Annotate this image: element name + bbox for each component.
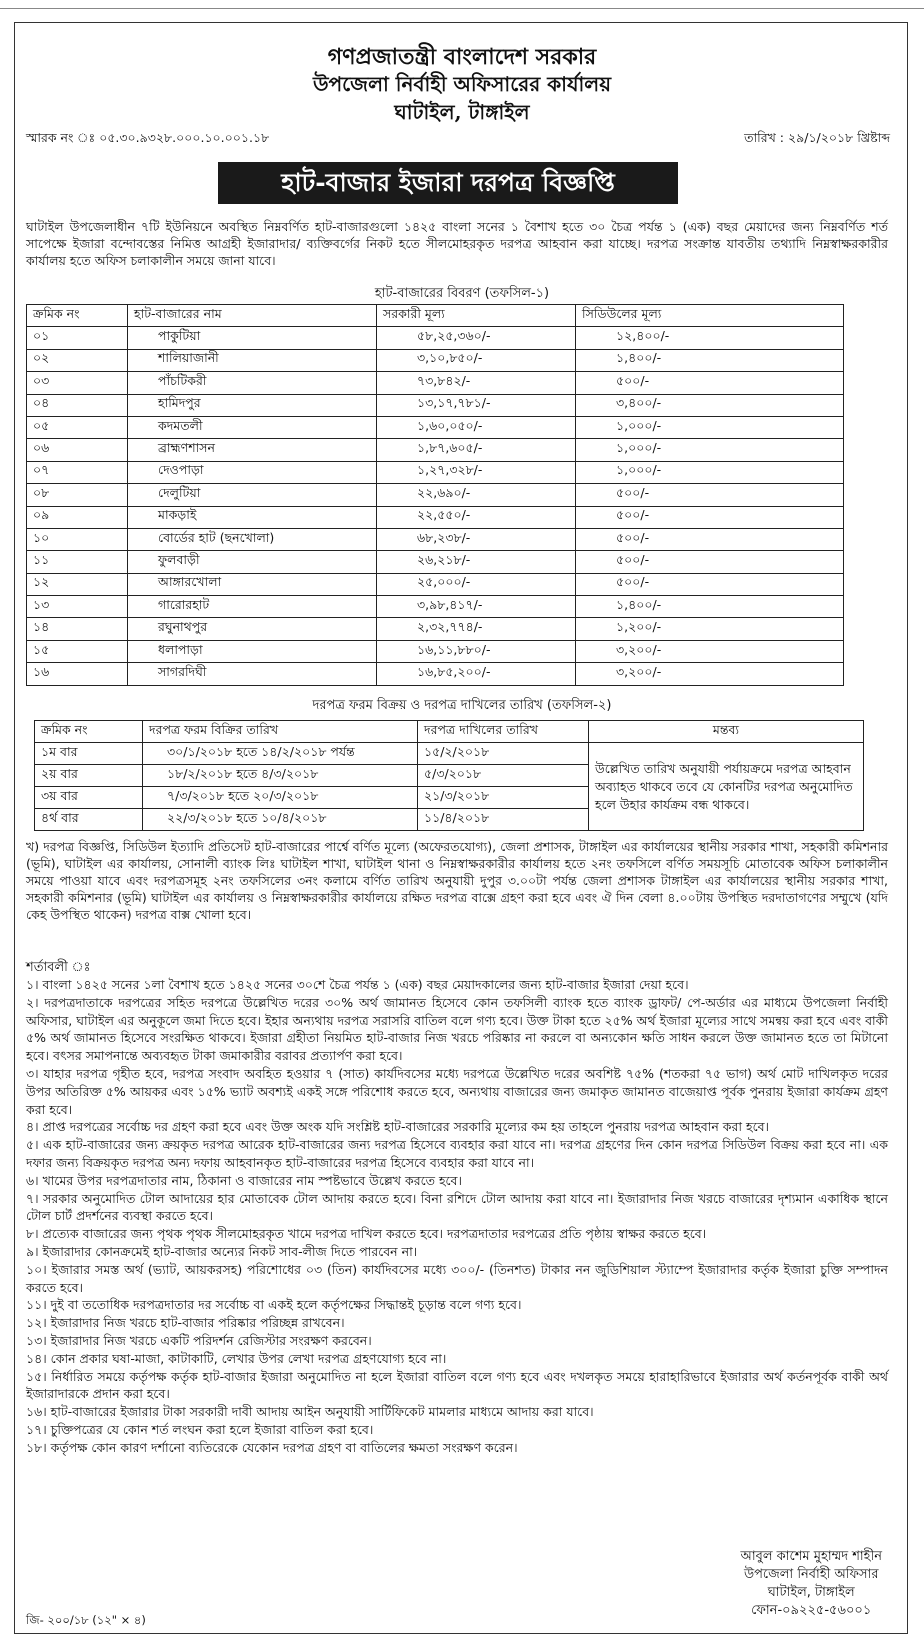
table-row bbox=[27, 596, 844, 618]
table-row bbox=[27, 349, 844, 371]
market-table bbox=[26, 304, 844, 686]
cell-submit-date: ২১/৩/২০১৮ bbox=[418, 787, 589, 809]
intro-paragraph: ঘাটাইল উপজেলাধীন ৭টি ইউনিয়নে অবস্থিত নিম্নবর্ণিত হাট-বাজারগুলো ১৪২৫ বাংলা সনের ১ বৈশাখ হতে ৩০ চৈত্র পর্যন্ত ১ (এক) বছর মেয়াদের জন্য নিম্নবর্ণিত শর্ত সাপেক্ষে ইজারা বন্দোবস্তের নিমিত্ত আগ্রহী ইজারাদার/ ব্যক্তিবর্গের নিকট হতে সীলমোহরকৃত দরপত্র আহবান করা যাচ্ছে। দরপত্র সংক্রান্ত যাবতীয় তথ্যাদি নিম্নস্বাক্ষরকারীর কার্যালয় হতে অফিস চলাকালীন সময়ে জানা যাবে। bbox=[26, 219, 888, 268]
cell-serial: ০৮ bbox=[27, 484, 128, 506]
term-item: ১০। ইজারার সমস্ত অর্থ (ভ্যাট, আয়করসহ) পরিশোধের ০৩ (তিন) কার্যদিবসের মধ্যে ৩০০/- (তিনশত) টাকার নন জুডিশিয়াল স্ট্যাম্পে ইজারাদার কর্তৃক ইজারা চুক্তি সম্পাদন করতে হবে। bbox=[26, 1261, 888, 1295]
top-rule bbox=[0, 0, 924, 9]
term-item: ১৪। কোন প্রকার ঘষা-মাজা, কাটাকাটি, লেখার উপর লেখা দরপত্র গ্রহণযোগ্য হবে না। bbox=[26, 1350, 447, 1366]
col-sale-date: দরপত্র ফরম বিক্রির তারিখ bbox=[143, 721, 418, 743]
cell-serial: ০৪ bbox=[27, 394, 128, 416]
term-item: ১৩। ইজারাদার নিজ খরচে একটি পরিদর্শন রেজিস্টার সংরক্ষণ করবেন। bbox=[26, 1332, 372, 1348]
cell-sale-date: ২২/৩/২০১৮ হতে ১০/৪/২০১৮ bbox=[143, 809, 418, 831]
signatory-name: আবুল কাশেম মুহাম্মদ শাহীন bbox=[740, 1549, 882, 1564]
cell-schedule-price: ৫০০/- bbox=[576, 551, 844, 573]
cell-schedule-price: ৫০০/- bbox=[576, 372, 844, 394]
col-round: ক্রমিক নং bbox=[35, 721, 143, 743]
table-row bbox=[27, 484, 844, 506]
cell-govt-price: ৬৮,২৩৮/- bbox=[377, 528, 576, 550]
table-row bbox=[27, 394, 844, 416]
cell-round: ৩য় বার bbox=[35, 787, 143, 809]
col-submit-date: দরপত্র দাখিলের তারিখ bbox=[418, 721, 589, 743]
table-row bbox=[27, 416, 844, 438]
cell-market-name: পাঁচটিকরী bbox=[128, 372, 377, 394]
cell-serial: ০১ bbox=[27, 327, 128, 349]
submission-paragraph: খ) দরপত্র বিজ্ঞপ্তি, সিডিউল ইত্যাদি প্রতিসেট হাট-বাজারের পার্শ্বে বর্ণিত মূল্যে (অফেরতযোগ্য), জেলা প্রশাসক, টাঙ্গাইল এর কার্যালয়ের স্থানীয় সরকার শাখা, সহকারী কমিশনার (ভূমি), ঘাটাইল এর কার্যালয়, সোনালী ব্যাংক লিঃ ঘাটাইল শাখা, ঘাটাইল থানা ও নিম্নস্বাক্ষরকারীর কার্যালয় হতে ২নং তফসিলে বর্ণিত সময়সূচি মোতাবেক অফিস চলাকালীন সময়ে পাওয়া যাবে এবং দরপত্রসমূহ ২নং তফসিলের ৩নং কলামে বর্ণিত তারিখ অনুযায়ী দুপুর ৩.০০টা পর্যন্ত জেলা প্রশাসক টাঙ্গাইল এর কার্যালয়ের স্থানীয় সরকার শাখা, সহকারী কমিশনার (ভূমি) ঘাটাইল এর কার্যালয় ও নিম্নস্বাক্ষরকারীর কার্যালয়ে রক্ষিত দরপত্র বাক্সে গ্রহণ করা হবে এবং ঐ দিন বেলা ৪.০০টায় উপস্থিত দরদাতাগণের সম্মুখে (যদি কেহ উপস্থিত থাকেন) দরপত্র বাক্স খোলা হবে। bbox=[26, 839, 888, 922]
cell-sale-date: ৭/৩/২০১৮ হতে ২০/৩/২০১৮ bbox=[143, 787, 418, 809]
cell-market-name: শালিয়াজানী bbox=[128, 349, 377, 371]
office-name: উপজেলা নির্বাহী অফিসারের কার্যালয় bbox=[312, 72, 611, 96]
cell-serial: ১৪ bbox=[27, 618, 128, 640]
cell-govt-price: ১৬,১১,৮৮০/- bbox=[377, 640, 576, 662]
memo-date: তারিখ : ২৯/১/২০১৮ খ্রিষ্টাব্দ bbox=[744, 130, 890, 145]
cell-market-name: গারোরহাট bbox=[128, 596, 377, 618]
signatory-phone: ফোন-০৯২২৫-৫৬০০১ bbox=[751, 1603, 872, 1618]
cell-schedule-price: ৫০০/- bbox=[576, 573, 844, 595]
signatory-place: ঘাটাইল, টাঙ্গাইল bbox=[767, 1585, 855, 1600]
cell-market-name: সাগরদিঘী bbox=[128, 663, 377, 685]
cell-govt-price: ৩,৯৮,৪১৭/- bbox=[377, 596, 576, 618]
term-item: ১৮। কর্তৃপক্ষ কোন কারণ দর্শানো ব্যতিরেকে যেকোন দরপত্র গ্রহণ বা বাতিলের ক্ষমতা সংরক্ষণ করেন। bbox=[26, 1439, 518, 1455]
term-item: ৯। ইজারাদার কোনক্রমেই হাট-বাজার অন্যের নিকট সাব-লীজ দিতে পারবেন না। bbox=[26, 1243, 418, 1259]
cell-govt-price: ১৩,১৭,৭৮১/- bbox=[377, 394, 576, 416]
table-row bbox=[27, 528, 844, 550]
cell-market-name: কদমতলী bbox=[128, 416, 377, 438]
tender-dates-table bbox=[34, 720, 864, 831]
cell-schedule-price: ১,০০০/- bbox=[576, 439, 844, 461]
cell-schedule-price: ৩,২০০/- bbox=[576, 640, 844, 662]
col-schedule-price: সিডিউলের মূল্য bbox=[576, 305, 844, 327]
cell-market-name: ধলাপাড়া bbox=[128, 640, 377, 662]
cell-govt-price: ২,৩২,৭৭৪/- bbox=[377, 618, 576, 640]
term-item: ১৬। হাট-বাজারের ইজারার টাকা সরকারী দাবী আদায় আইন অনুযায়ী সার্টিফিকেট মামলার মাধ্যমে আদায় করা যাবে। bbox=[26, 1404, 594, 1420]
cell-govt-price: ১,২৭,৩২৮/- bbox=[377, 461, 576, 483]
table-row bbox=[27, 461, 844, 483]
cell-govt-price: ২৫,০০০/- bbox=[377, 573, 576, 595]
cell-market-name: বোর্ডের হাট (ছনখোলা) bbox=[128, 528, 377, 550]
cell-serial: ১০ bbox=[27, 528, 128, 550]
table-row bbox=[27, 663, 844, 685]
cell-serial: ১১ bbox=[27, 551, 128, 573]
table-row bbox=[27, 506, 844, 528]
terms-list bbox=[26, 976, 888, 1457]
cell-schedule-price: ১,৪০০/- bbox=[576, 596, 844, 618]
cell-market-name: ফুলবাড়ী bbox=[128, 551, 377, 573]
cell-market-name: পাকুটিয়া bbox=[128, 327, 377, 349]
term-item: ৫। এক হাট-বাজারের জন্য ক্রয়কৃত দরপত্র আরেক হাট-বাজারের জন্য দরপত্র হিসেবে ব্যবহার করা যাবে না। দরপত্র গ্রহণের দিন কোন দরপত্র সিডিউল বিক্রয় করা হবে না। এক দফার জন্য বিক্রয়কৃত দরপত্র অন্য দফায় আহবানকৃত হাট-বাজারের দরপত্র হিসেবে ব্যবহার করা যাবে না। bbox=[26, 1137, 888, 1170]
cell-govt-price: ১,৮৭,৬০৫/- bbox=[377, 439, 576, 461]
cell-schedule-price: ৫০০/- bbox=[576, 506, 844, 528]
cell-serial: ০৭ bbox=[27, 461, 128, 483]
term-item: ৬। খামের উপর দরপত্রদাতার নাম, ঠিকানা ও বাজারের নাম স্পষ্টভাবে উল্লেখ করতে হবে। bbox=[26, 1172, 462, 1188]
cell-market-name: মাকড়াই bbox=[128, 506, 377, 528]
col-serial: ক্রমিক নং bbox=[27, 305, 128, 327]
office-location: ঘাটাইল, টাঙ্গাইল bbox=[394, 100, 530, 124]
term-item: ৮। প্রত্যেক বাজারের জন্য পৃথক পৃথক সীলমোহরকৃত খামে দরপত্র দাখিল করতে হবে। দরপত্রদাতার দরপত্রের প্রতি পৃষ্ঠায় স্বাক্ষর করতে হবে। bbox=[26, 1226, 707, 1242]
cell-serial: ০২ bbox=[27, 349, 128, 371]
cell-govt-price: ২৬,২১৮/- bbox=[377, 551, 576, 573]
cell-round: ৪র্থ বার bbox=[35, 809, 143, 831]
cell-govt-price: ১,৬০,০৫০/- bbox=[377, 416, 576, 438]
cell-serial: ১৫ bbox=[27, 640, 128, 662]
cell-serial: ১৩ bbox=[27, 596, 128, 618]
term-item: ৭। সরকার অনুমোদিত টোল আদায়ের হার মোতাবেক টোল আদায় করতে হবে। বিনা রশিদে টোল আদায় করা যাবে না। ইজারাদার নিজ খরচে বাজারের দৃশ্যমান একাধিক স্থানে টোল চার্ট প্রদর্শনের ব্যবস্থা করতে হবে। bbox=[26, 1190, 888, 1224]
table-row bbox=[27, 439, 844, 461]
table-row bbox=[27, 327, 844, 349]
table-row bbox=[27, 551, 844, 573]
cell-serial: ১২ bbox=[27, 573, 128, 595]
cell-schedule-price: ১,০০০/- bbox=[576, 416, 844, 438]
cell-govt-price: ৩,১০,৮৫০/- bbox=[377, 349, 576, 371]
cell-market-name: দেলুটিয়া bbox=[128, 484, 377, 506]
memo-number: স্মারক নং ঃ ০৫.৩০.৯৩২৮.০০০.১০.০০১.১৮ bbox=[26, 130, 270, 145]
cell-remark: উল্লেখিত তারিখ অনুযায়ী পর্যায়ক্রমে দরপত্র আহবান অব্যাহত থাকবে তবে যে কোনটির দরপত্র অনুমোদিত হলে উহার কার্যক্রম বন্ধ থাকবে। bbox=[589, 743, 864, 831]
cell-market-name: রঘুনাথপুর bbox=[128, 618, 377, 640]
cell-serial: ০৯ bbox=[27, 506, 128, 528]
cell-serial: ০৫ bbox=[27, 416, 128, 438]
col-market-name: হাট-বাজারের নাম bbox=[128, 305, 377, 327]
table-row bbox=[27, 573, 844, 595]
schedule-1-caption: হাট-বাজারের বিবরণ (তফসিল-১) bbox=[374, 286, 550, 301]
print-code: জি- ২০০/১৮ (১২" × ৪) bbox=[26, 1613, 146, 1627]
signature-block bbox=[740, 1548, 882, 1620]
cell-schedule-price: ১,৪০০/- bbox=[576, 349, 844, 371]
term-item: ১। বাংলা ১৪২৫ সনের ১লা বৈশাখ হতে ১৪২৫ সনের ৩০শে চৈত্র পর্যন্ত ১ (এক) বছর মেয়াদকালের জন্য হাট-বাজার ইজারা দেয়া হবে। bbox=[26, 977, 689, 992]
cell-govt-price: ১৬,৮৫,২০০/- bbox=[377, 663, 576, 685]
term-item: ২। দরপত্রদাতাকে দরপত্রের সহিত দরপত্রে উল্লেখিত দরের ৩০% অর্থ জামানত হিসেবে কোন তফসিলী ব্যাংক হতে ব্যাংক ড্রাফট/ পে-অর্ডার এর মাধ্যমে উপজেলা নির্বাহী অফিসার, ঘাটাইল এর অনুকূলে জমা দিতে হবে। ইহার অন্যথায় দরপত্র সরাসরি বাতিল বলে গণ্য হবে। উক্ত টাকা হতে ২৫% অর্থ ইজারা মূল্যের সাথে সমন্বয় করা হবে এবং বাকী ৫% অর্থ জামানত হিসেবে সংরক্ষিত থাকবে। ইজারা গ্রহীতা নিয়মিত হাট-বাজার নিজ খরচে পরিষ্কার না করলে বা অন্যকোন ক্ষতি সাধন করলে উক্ত জামানত হতে তা মিটানো হবে। বৎসর সমাপনান্তে অব্যবহৃত টাকা জমাকারীর বরাবর প্রত্যার্পণ করা হবে। bbox=[26, 994, 888, 1064]
cell-govt-price: ২২,৬৯০/- bbox=[377, 484, 576, 506]
cell-schedule-price: ৩,৪০০/- bbox=[576, 394, 844, 416]
col-govt-price: সরকারী মূল্য bbox=[377, 305, 576, 327]
cell-submit-date: ১৫/২/২০১৮ bbox=[418, 743, 589, 765]
cell-market-name: ব্রাহ্মণশাসন bbox=[128, 439, 377, 461]
table-row bbox=[27, 640, 844, 662]
cell-schedule-price: ১,২০০/- bbox=[576, 618, 844, 640]
cell-schedule-price: ১২,৪০০/- bbox=[576, 327, 844, 349]
cell-schedule-price: ৫০০/- bbox=[576, 528, 844, 550]
cell-serial: ১৬ bbox=[27, 663, 128, 685]
cell-govt-price: ২২,৫৫০/- bbox=[377, 506, 576, 528]
cell-submit-date: ১১/৪/২০১৮ bbox=[418, 809, 589, 831]
terms-heading: শর্তাবলী ঃ bbox=[26, 960, 91, 975]
table-row bbox=[35, 743, 864, 765]
cell-schedule-price: ৩,২০০/- bbox=[576, 663, 844, 685]
term-item: ১৫। নির্ধারিত সময়ে কর্তৃপক্ষ কর্তৃক হাট-বাজার ইজারা অনুমোদিত না হলে ইজারা বাতিল বলে গণ্য হবে এবং দখলকৃত সময়ে হারাহারিভাবে ইজারার অর্থ কর্তনপূর্বক বাকী অর্থ ইজারাদারকে প্রদান করা হবে। bbox=[26, 1368, 888, 1402]
term-item: ১২। ইজারাদার নিজ খরচে হাট-বাজার পরিষ্কার পরিচ্ছন্ন রাখবেন। bbox=[26, 1315, 345, 1331]
signatory-designation: উপজেলা নির্বাহী অফিসার bbox=[743, 1567, 879, 1582]
cell-sale-date: ৩০/১/২০১৮ হতে ১৪/২/২০১৮ পর্যন্ত bbox=[143, 743, 418, 765]
cell-sale-date: ১৮/২/২০১৮ হতে ৪/৩/২০১৮ bbox=[143, 765, 418, 787]
cell-round: ১ম বার bbox=[35, 743, 143, 765]
cell-market-name: আঙ্গারখোলা bbox=[128, 573, 377, 595]
term-item: ১১। দুই বা ততোধিক দরপত্রদাতার দর সর্বোচ্চ বা একই হলে কর্তৃপক্ষের সিদ্ধান্তই চূড়ান্ত বলে গণ্য হবে। bbox=[26, 1297, 522, 1313]
notice-title: হাট-বাজার ইজারা দরপত্র বিজ্ঞপ্তি bbox=[218, 162, 678, 204]
term-item: ১৭। চুক্তিপত্রের যে কোন শর্ত লংঘন করা হলে ইজারা বাতিল করা হবে। bbox=[26, 1421, 374, 1437]
table-row bbox=[27, 618, 844, 640]
term-item: ৪। প্রাপ্ত দরপত্রের সর্বোচ্চ দর গ্রহণ করা হবে এবং উক্ত অংক যদি সংশ্লিষ্ট হাট-বাজারের সরকারি মূল্যের কম হয় তাহলে পুনরায় দরপত্র আহবান করা হবে। bbox=[26, 1119, 770, 1135]
cell-market-name: দেওপাড়া bbox=[128, 461, 377, 483]
cell-govt-price: ৭৩,৮৪২/- bbox=[377, 372, 576, 394]
cell-round: ২য় বার bbox=[35, 765, 143, 787]
cell-market-name: হামিদপুর bbox=[128, 394, 377, 416]
cell-serial: ০৬ bbox=[27, 439, 128, 461]
cell-serial: ০৩ bbox=[27, 372, 128, 394]
cell-govt-price: ৫৮,২৫,৩৬০/- bbox=[377, 327, 576, 349]
table-row bbox=[27, 372, 844, 394]
tender-table-header bbox=[35, 721, 864, 743]
market-table-header bbox=[27, 305, 844, 327]
term-item: ৩। যাহার দরপত্র গৃহীত হবে, দরপত্র সংবাদ অবহিত হওয়ার ৭ (সাত) কার্যদিবসের মধ্যে দরপত্রে উল্লেখিত দরের অবশিষ্ট ৭৫% (শতকরা ৭৫ ভাগ) অর্থ মোট দাখিলকৃত দরের উপর অতিরিক্ত ৫% আয়কর এবং ১৫% ভ্যাট অবশ্যই একই সঙ্গে পরিশোধ করতে হবে, অন্যথায় বাজারের জন্য জমাকৃত জামানত বাজেয়াপ্ত পূর্বক পুনরায় ইজারা কার্যক্রম গ্রহণ করা হবে। bbox=[26, 1065, 888, 1117]
cell-schedule-price: ৫০০/- bbox=[576, 484, 844, 506]
cell-schedule-price: ১,০০০/- bbox=[576, 461, 844, 483]
schedule-2-caption: দরপত্র ফরম বিক্রয় ও দরপত্র দাখিলের তারিখ (তফসিল-২) bbox=[312, 698, 612, 713]
col-remark: মন্তব্য bbox=[589, 721, 864, 743]
cell-submit-date: ৫/৩/২০১৮ bbox=[418, 765, 589, 787]
govt-name: গণপ্রজাতন্ত্রী বাংলাদেশ সরকার bbox=[327, 44, 597, 70]
